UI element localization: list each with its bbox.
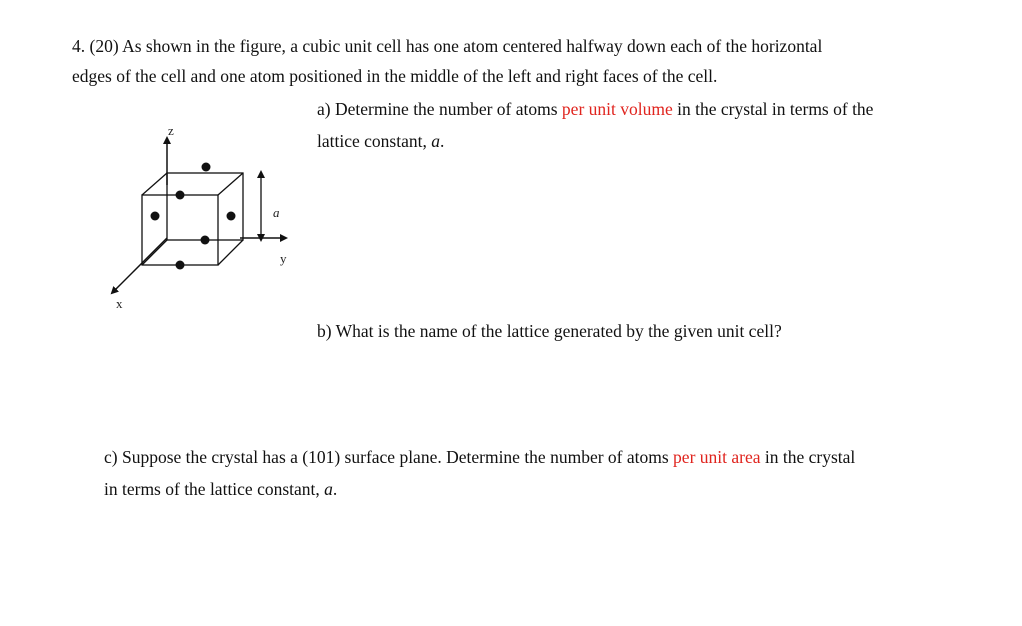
part-a-line-2 [317,133,444,151]
part-a-suffix: in the crystal in terms of the [672,99,874,119]
atom-back-bottom-edge [201,236,210,245]
part-c-highlight: per unit area [673,447,761,467]
part-a-highlight: per unit volume [561,99,673,119]
part-c-line-2 [104,481,337,499]
atom-front-bottom-edge [176,261,185,270]
problem-line-1: 4. (20) As shown in the figure, a cubic unit cell has one atom centered halfway down each of the horizontal [72,36,823,56]
problem-line-2: edges of the cell and one atom positioned in the middle of the left and right faces of the cell. [72,66,718,86]
part-b: b) What is the name of the lattice generated by the given unit cell? [317,321,782,341]
x-axis-label: x [116,296,123,311]
part-a-line-1 [317,101,873,119]
part-a-variable: a [431,131,440,151]
part-c-prefix: c) Suppose the crystal has a (101) surface plane. Determine the number of atoms [104,447,674,467]
atom-right-face [227,212,236,221]
dimension-label: a [273,205,280,220]
part-c-variable: a [324,479,333,499]
part-a-line2-prefix: lattice constant, [317,131,432,151]
part-c-line-1 [104,449,855,467]
atom-front-top-edge [176,191,185,200]
cube-edge [142,173,167,195]
cube-edge [218,173,243,195]
part-a-line2-end: . [439,131,445,151]
part-a-prefix: a) Determine the number of atoms [317,99,562,119]
atom-left-face [151,212,160,221]
part-c-line2-end: . [332,479,338,499]
z-axis-label: z [168,123,174,138]
cube-edge [218,240,243,265]
unit-cell-figure [100,118,305,318]
cube-edge [142,240,167,265]
part-c-line2-prefix: in terms of the lattice constant, [104,479,325,499]
part-c-suffix: in the crystal [760,447,856,467]
atom-back-top-edge [202,163,211,172]
y-axis-label: y [280,251,287,266]
